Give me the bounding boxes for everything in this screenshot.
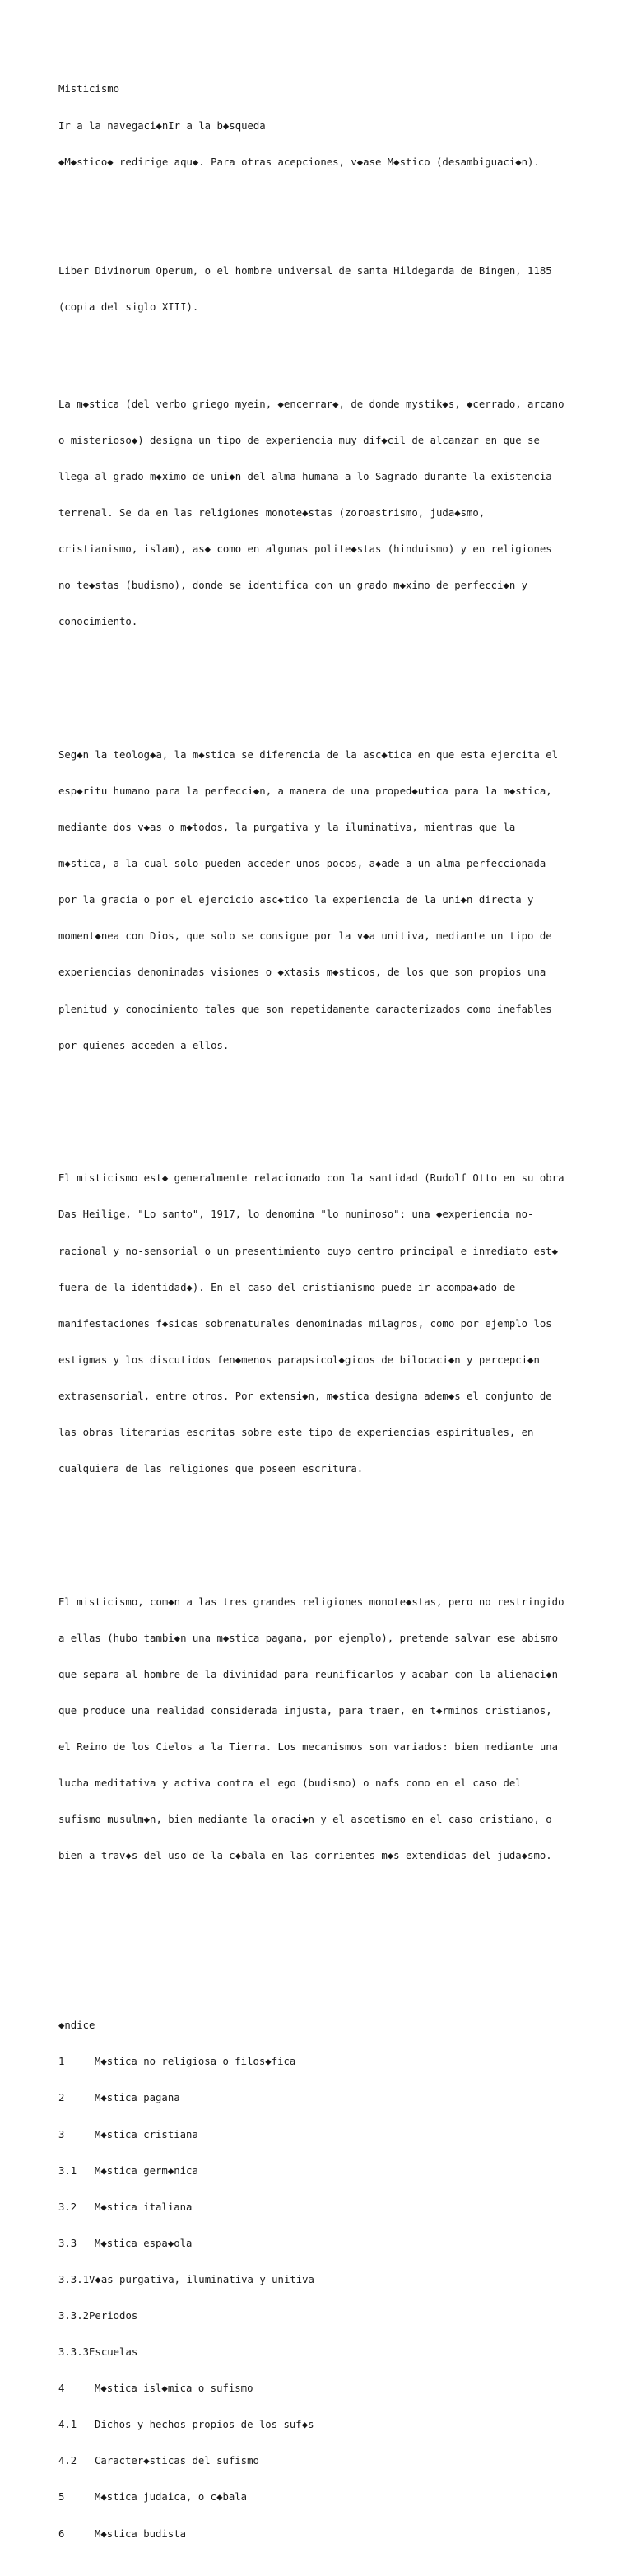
- toc-item[interactable]: [58, 2092, 585, 2104]
- text-line: o misterioso◆) designa un tipo de experiencia muy dif◆cil de alcanzar en que se: [58, 434, 540, 446]
- spacer: [58, 1947, 585, 1959]
- toc-item[interactable]: [58, 2310, 585, 2322]
- toc-item[interactable]: [58, 2383, 585, 2395]
- text-line: moment◆nea con Dios, que solo se consigue por la v◆a unitiva, mediante un tipo de: [58, 930, 552, 943]
- text-line: El misticismo, com◆n a las tres grandes religiones monote◆stas, pero no restringido: [58, 1595, 565, 1608]
- toc-number: 3.3.3: [58, 2346, 90, 2359]
- toc-item[interactable]: [58, 2274, 585, 2286]
- toc-item[interactable]: [58, 2491, 585, 2504]
- spacer: [58, 1100, 585, 1112]
- nav-links: Ir a la navegaci◆nIr a la b◆squeda: [58, 119, 266, 132]
- toc-label: Dichos y hechos propios de los suf◆s: [95, 2419, 314, 2431]
- text-line: lucha meditativa y activa contra el ego (budismo) o nafs como en el caso del: [58, 1777, 522, 1790]
- text-line: mediante dos v◆as o m◆todos, la purgativa y la iluminativa, mientras que la: [58, 822, 516, 834]
- paragraph-holiness: [58, 1148, 585, 1499]
- toc-label: M◆stica no religiosa o filos◆fica: [95, 2056, 296, 2068]
- toc-number: 6: [58, 2527, 65, 2540]
- paragraph-theology: [58, 724, 585, 1075]
- text-line: por la gracia o por el ejercicio asc◆tico la experiencia de la uni◆n directa y: [58, 894, 534, 906]
- text-line: que separa al hombre de la divinidad para reunificarlos y acabar con la alienaci◆n: [58, 1668, 559, 1680]
- toc-item[interactable]: [58, 2201, 585, 2214]
- text-line: sufismo musulm◆n, bien mediante la oraci◆n y el ascetismo en el caso cristiano, o: [58, 1814, 552, 1826]
- toc-label: V◆as purgativa, iluminativa y unitiva: [89, 2273, 314, 2285]
- toc-item[interactable]: [58, 2455, 585, 2467]
- text-line: que produce una realidad considerada injusta, para traer, en t◆rminos cristianos,: [58, 1705, 552, 1717]
- toc-item[interactable]: [58, 2238, 585, 2250]
- toc-label: M◆stica espa◆ola: [95, 2237, 193, 2249]
- text-line: racional y no-sensorial o un presentimiento cuyo centro principal e inmediato est◆: [58, 1245, 559, 1257]
- toc-heading: ◆ndice: [58, 2019, 95, 2032]
- text-line: cualquiera de las religiones que poseen escritura.: [58, 1463, 364, 1475]
- redirect-note: ◆M◆stico◆ redirige aqu◆. Para otras acepciones, v◆ase M◆stico (desambiguaci◆n).: [58, 156, 540, 168]
- text-line: el Reino de los Cielos a la Tierra. Los mecanismos son variados: bien mediante una: [58, 1741, 559, 1754]
- toc-item[interactable]: [58, 2346, 585, 2359]
- toc-number: 4.2: [58, 2455, 77, 2467]
- toc-number: 3.3.1: [58, 2273, 90, 2285]
- toc-number: 4: [58, 2383, 65, 2395]
- text-line: manifestaciones f◆sicas sobrenaturales denominadas milagros, como por ejemplo los: [58, 1317, 552, 1330]
- caption-line: Liber Divinorum Operum, o el hombre universal de santa Hildegarda de Bingen, 1185: [58, 264, 552, 277]
- toc-number: 3.3.2: [58, 2309, 90, 2322]
- toc-item[interactable]: [58, 2419, 585, 2431]
- table-of-contents: [58, 1996, 585, 2564]
- toc-item[interactable]: [58, 2129, 585, 2141]
- text-line: esp◆ritu humano para la perfecci◆n, a manera de una proped◆utica para la m◆stica,: [58, 785, 552, 797]
- toc-number: 5: [58, 2491, 65, 2504]
- text-line: Das Heilige, "Lo santo", 1917, lo denomina "lo numinoso": una ◆experiencia no-: [58, 1209, 534, 1221]
- text-line: El misticismo est◆ generalmente relacionado con la santidad (Rudolf Otto en su obra: [58, 1172, 565, 1185]
- toc-label: M◆stica italiana: [95, 2201, 193, 2213]
- text-line: terrenal. Se da en las religiones monote◆stas (zoroastrismo, juda◆smo,: [58, 506, 486, 519]
- text-line: experiencias denominadas visiones o ◆xtasis m◆sticos, de los que son propios una: [58, 967, 546, 979]
- toc-number: 1: [58, 2056, 65, 2068]
- toc-number: 4.1: [58, 2419, 77, 2431]
- text-line: Seg◆n la teolog◆a, la m◆stica se diferencia de la asc◆tica en que esta ejercita el: [58, 748, 559, 761]
- text-line: a ellas (hubo tambi◆n una m◆stica pagana, por ejemplo), pretende salvar ese abismo: [58, 1632, 559, 1644]
- text-line: fuera de la identidad◆). En el caso del cristianismo puede ir acompa◆ado de: [58, 1281, 516, 1293]
- text-line: no te◆stas (budismo), donde se identifica con un grado m◆ximo de perfecci◆n y: [58, 580, 528, 592]
- text-line: estigmas y los discutidos fen◆menos parapsicol◆gicos de bilocaci◆n y percepci◆n: [58, 1353, 540, 1366]
- toc-label: M◆stica budista: [95, 2527, 187, 2540]
- toc-item[interactable]: [58, 2056, 585, 2068]
- text-line: cristianismo, islam), as◆ como en algunas polite◆stas (hinduismo) y en religiones: [58, 543, 552, 555]
- toc-number: 2: [58, 2092, 65, 2104]
- toc-label: M◆stica pagana: [95, 2092, 180, 2104]
- toc-number: 3: [58, 2128, 65, 2140]
- paragraph-religions: [58, 1572, 585, 1886]
- toc-label: Periodos: [89, 2309, 138, 2322]
- paragraph-definition: [58, 374, 585, 652]
- text-line: extrasensorial, entre otros. Por extensi◆n, m◆stica designa adem◆s el conjunto de: [58, 1390, 552, 1402]
- toc-number: 3.3: [58, 2237, 77, 2249]
- image-caption: [58, 240, 585, 338]
- spacer: [58, 193, 585, 205]
- text-line: m◆stica, a la cual solo pueden acceder unos pocos, a◆ade a un alma perfeccionada: [58, 858, 546, 870]
- text-line: La m◆stica (del verbo griego myein, ◆encerrar◆, de donde mystik◆s, ◆cerrado, arcano: [58, 398, 565, 410]
- text-line: conocimiento.: [58, 616, 138, 628]
- text-line: las obras literarias escritas sobre este tipo de experiencias espirituales, en: [58, 1426, 534, 1438]
- toc-item[interactable]: [58, 2165, 585, 2178]
- spacer: [58, 1524, 585, 1536]
- toc-label: M◆stica isl◆mica o sufismo: [95, 2383, 253, 2395]
- spacer: [58, 1911, 585, 1923]
- text-line: llega al grado m◆ximo de uni◆n del alma humana a lo Sagrado durante la existencia: [58, 470, 552, 482]
- toc-label: M◆stica judaica, o c◆bala: [95, 2491, 248, 2504]
- toc-label: M◆stica germ◆nica: [95, 2164, 198, 2177]
- spacer: [58, 677, 585, 689]
- toc-label: Caracter◆sticas del sufismo: [95, 2455, 259, 2467]
- toc-item[interactable]: [58, 2528, 585, 2541]
- toc-number: 3.2: [58, 2201, 77, 2213]
- page-title: Misticismo: [58, 83, 120, 95]
- text-line: plenitud y conocimiento tales que son repetidamente caracterizados como inefables: [58, 1003, 552, 1015]
- caption-line: (copia del siglo XIII).: [58, 300, 199, 313]
- text-line: por quienes acceden a ellos.: [58, 1039, 230, 1051]
- toc-label: Escuelas: [89, 2346, 138, 2359]
- toc-number: 3.1: [58, 2164, 77, 2177]
- document-page: [58, 59, 585, 2576]
- toc-label: M◆stica cristiana: [95, 2128, 198, 2140]
- text-line: bien a trav◆s del uso de la c◆bala en las corrientes m◆s extendidas del juda◆smo.: [58, 1850, 552, 1862]
